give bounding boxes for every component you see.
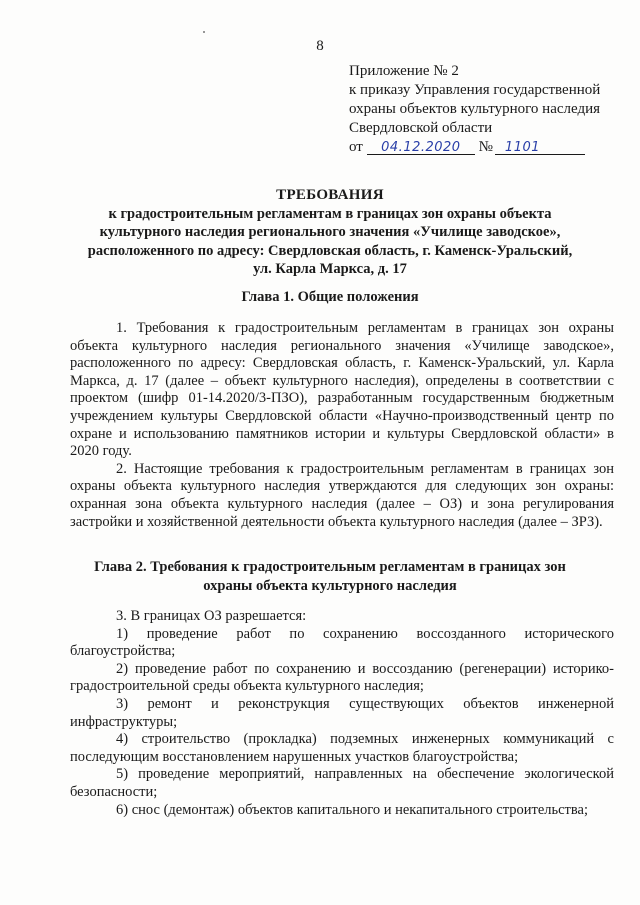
appendix-region-line: Свердловской области xyxy=(349,120,493,136)
list-item: 4) строительство (прокладка) подземных инженерных коммуникаций с последующим восстановлением нарушенных участков благоустройства; xyxy=(70,731,614,765)
paragraph-2: 2. Настоящие требования к градостроительным регламентам в границах зон охраны объекта культурного наследия утверждаются для следующих зон охраны: охранная зона объекта культурного наследия (далее – ОЗ) и зона регулирования застройки и хозяйственной деятельности объекта культурного наследия (далее – ЗРЗ). xyxy=(70,460,614,530)
order-date-number-line xyxy=(349,138,619,157)
chapter-2-heading xyxy=(60,558,600,596)
order-number-field xyxy=(495,138,585,155)
document-title xyxy=(60,186,600,279)
title-line-3: расположенного по адресу: Свердловская область, г. Каменск-Уральский, xyxy=(87,242,573,259)
list-item: 5) проведение мероприятий, направленных на обеспечение экологической безопасности; xyxy=(70,766,614,800)
list-item: 6) снос (демонтаж) объектов капитального и некапитального строительства; xyxy=(116,801,589,818)
chapter-2-heading-line-1: Глава 2. Требования к градостроительным регламентам в границах зон xyxy=(94,559,566,575)
chapter-2-heading-line-2: охраны объекта культурного наследия xyxy=(203,578,457,594)
scan-speck xyxy=(203,31,205,33)
appendix-title: Приложение № 2 xyxy=(349,63,459,79)
title-line-4: ул. Карла Маркса, д. 17 xyxy=(253,261,407,277)
appendix-authority-line: охраны объектов культурного наследия xyxy=(349,101,601,117)
page-number: 8 xyxy=(316,38,324,54)
appendix-order-line: к приказу Управления государственной xyxy=(349,82,601,98)
order-date-field xyxy=(367,138,475,155)
title-main: ТРЕБОВАНИЯ xyxy=(276,187,384,203)
paragraph-1: 1. Требования к градостроительным регламентам в границах зон охраны объекта культурного наследия регионального значения «Училище заводское», расположенного по адресу: Свердловская область, г. Каменск-Уральский, ул. Карла Маркса, д. 17 (далее – объект культурного наследия), определены в соответствии с проектом (шифр 01-14.2020/3-ПЗО), разработанным государственным бюджетным учреждением культуры Свердловской области «Научно-производственный центр по охране и использованию памятников истории и культуры Свердловской области» в 2020 году. xyxy=(70,320,614,460)
appendix-header xyxy=(349,62,619,157)
order-number-handwritten: 1101 xyxy=(504,140,541,155)
chapter-1-heading: Глава 1. Общие положения xyxy=(241,289,419,305)
chapter-1-body xyxy=(70,320,614,531)
title-line-1: к градостроительным регламентам в границах зон охраны объекта xyxy=(108,205,552,222)
list-item: 2) проведение работ по сохранению и воссозданию (регенерации) историко-градостроительной среды объекта культурного наследия; xyxy=(70,660,614,695)
list-item: 1) проведение работ по сохранению воссозданного исторического благоустройства; xyxy=(70,625,614,660)
title-line-2: культурного наследия регионального значения «Училище заводское», xyxy=(99,224,561,240)
chapter-2-body xyxy=(70,608,614,819)
from-label: от xyxy=(349,139,363,155)
number-label: № xyxy=(478,139,493,155)
list-item: 3) ремонт и реконструкция существующих объектов инженерной инфраструктуры; xyxy=(70,695,614,730)
paragraph-3: 3. В границах ОЗ разрешается: xyxy=(116,608,307,624)
order-date-handwritten: 04.12.2020 xyxy=(381,140,461,155)
